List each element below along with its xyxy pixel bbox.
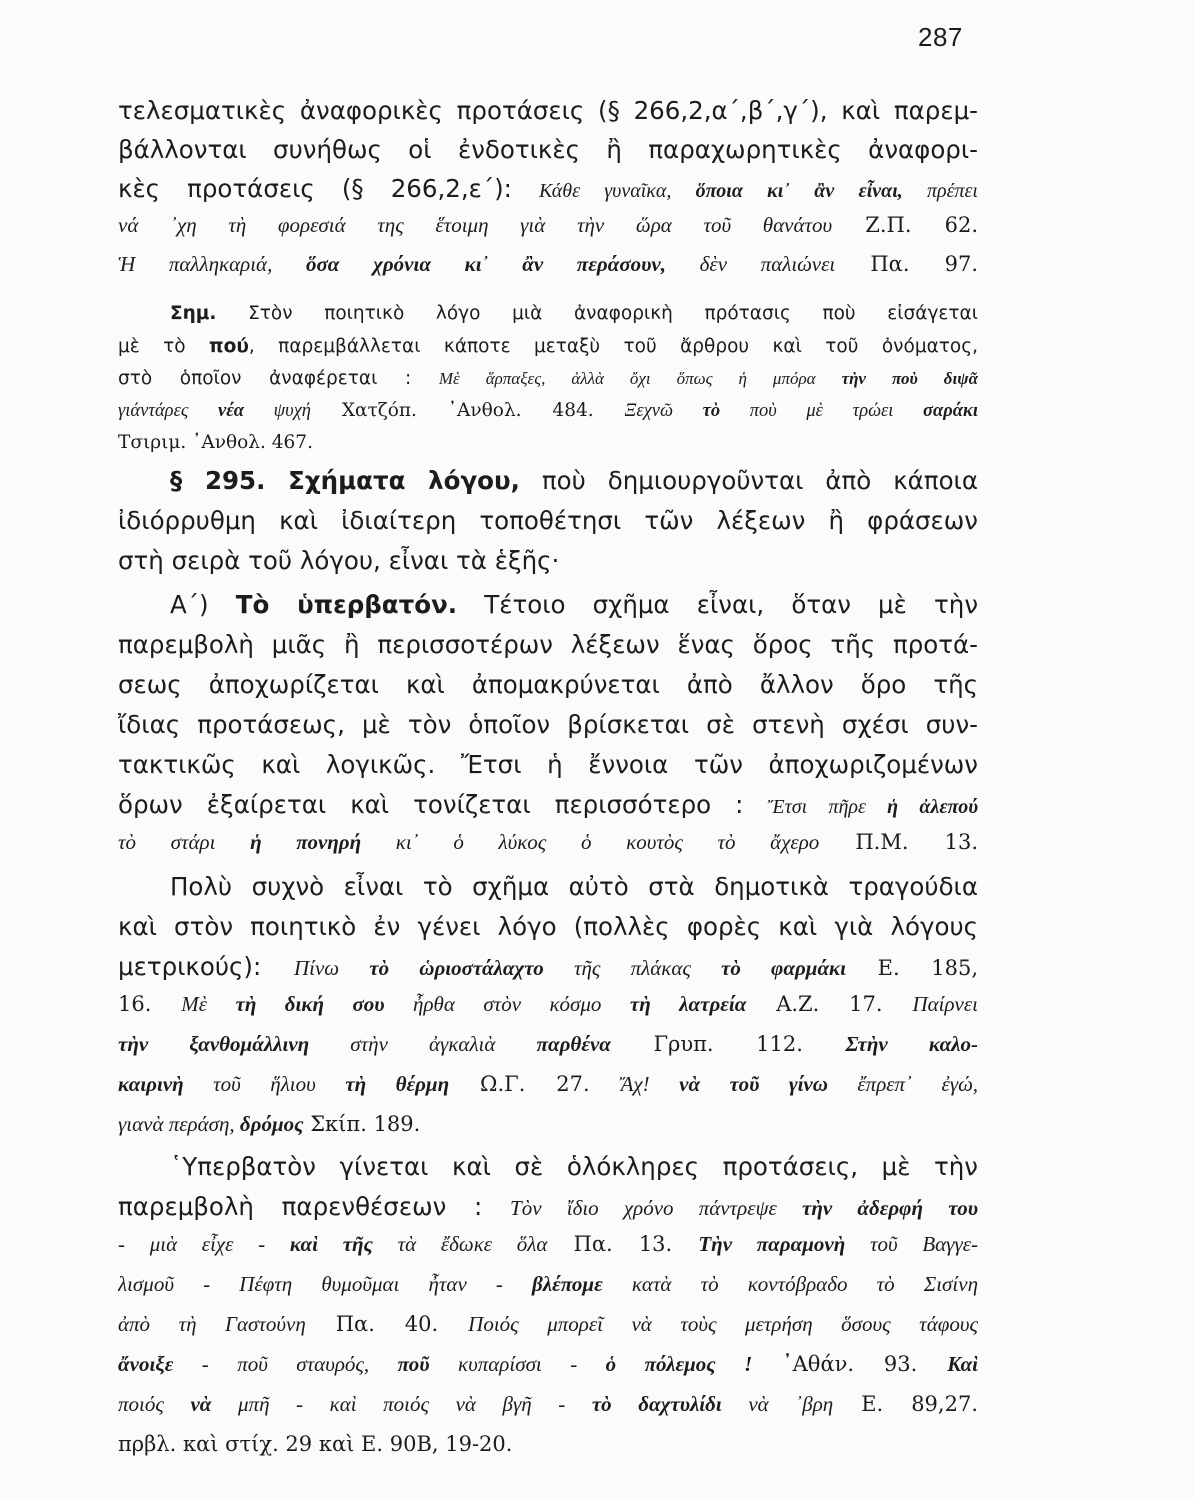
- text-line: ἀπὸ τὴ Γαστούνη Πα. 40. Ποιός μπορεῖ νὰ τοὺς μετρήση ὅσους τάφους: [118, 1312, 978, 1336]
- text-line: τακτικῶς καὶ λογικῶς. Ἔτσι ἡ ἔννοια τῶν ἀποχωριζομένων: [118, 750, 978, 779]
- text-line: ἄνοιξε - ποῦ σταυρός, ποῦ κυπαρίσσι - ὁ πόλεμος ! ᾿Αθάν. 93. Καὶ: [118, 1352, 978, 1376]
- text-line: καιρινὴ τοῦ ἥλιου τὴ θέρμη Ω.Γ. 27. Ἄχ! νὰ τοῦ γίνω ἔπρεπ᾿ ἐγώ,: [118, 1072, 978, 1096]
- text-line: καὶ στὸν ποιητικὸ ἐν γένει λόγο (πολλὲς φορὲς καὶ γιὰ λόγους: [118, 912, 978, 941]
- text-line: κὲς προτάσεις (§ 266,2,ε΄): Κάθε γυναῖκα, ὅποια κι᾿ ἂν εἶναι, πρέπει: [118, 174, 978, 203]
- text-line: σεως ἀποχωρίζεται καὶ ἀπομακρύνεται ἀπὸ ἄλλον ὅρο τῆς: [118, 670, 978, 699]
- text-line: Πολὺ συχνὸ εἶναι τὸ σχῆμα αὐτὸ στὰ δημοτικὰ τραγούδια: [170, 872, 978, 901]
- text-line: τελεσματικὲς ἀναφορικὲς προτάσεις (§ 266,2,α΄,β΄,γ΄), καὶ παρεμ-: [118, 96, 978, 125]
- text-line: ἴδιας προτάσεως, μὲ τὸν ὁποῖον βρίσκεται σὲ στενὴ σχέσι συν-: [118, 710, 978, 739]
- section-heading-line: § 295. Σχήματα λόγου, ποὺ δημιουργοῦνται ἀπὸ κάποια: [170, 466, 978, 495]
- text-line: νά ᾿χη τὴ φορεσιά της ἕτοιμη γιὰ τὴν ὥρα τοῦ θανάτου Ζ.Π. 62.: [118, 213, 978, 237]
- note-line: Τσιριμ. ᾿Ανθολ. 467.: [118, 432, 313, 453]
- text-line: Ἡ παλληκαριά, ὅσα χρόνια κι᾿ ἂν περάσουν, δὲν παλιώνει Πα. 97.: [118, 252, 978, 276]
- text-line: πρβλ. καὶ στίχ. 29 καὶ Ε. 90Β, 19-20.: [118, 1432, 513, 1456]
- text-line: βάλλονται συνήθως οἱ ἐνδοτικὲς ἢ παραχωρητικὲς ἀναφορι-: [118, 135, 978, 164]
- text-line: γιανὰ περάση, δρόμος Σκίπ. 189.: [118, 1112, 421, 1136]
- text-line: λισμοῦ - Πέφτη θυμοῦμαι ἦταν - βλέπομε κατὰ τὸ κοντόβραδο τὸ Σισίνη: [118, 1272, 978, 1296]
- text-line: ὅρων ἐξαίρεται καὶ τονίζεται περισσότερο : Ἔτσι πῆρε ἡ ἀλεπού: [118, 790, 978, 819]
- text-line: τὴν ξανθομάλλινη στὴν ἀγκαλιὰ παρθένα Γρυπ. 112. Στὴν καλο-: [118, 1032, 978, 1056]
- text-line: παρεμβολὴ μιᾶς ἢ περισσοτέρων λέξεων ἕνας ὅρος τῆς προτά-: [118, 630, 978, 659]
- text-line: - μιὰ εἶχε - καὶ τῆς τὰ ἔδωκε ὅλα Πα. 13. Τὴν παραμονὴ τοῦ Βαγγε-: [118, 1232, 978, 1256]
- text-line: 16. Μὲ τὴ δική σου ἦρθα στὸν κόσμο τὴ λατρεία Α.Ζ. 17. Παίρνει: [118, 992, 978, 1016]
- subsection-heading-line: Α΄) Τὸ ὑπερβατόν. Τέτοιο σχῆμα εἶναι, ὅταν μὲ τὴν: [170, 590, 978, 619]
- text-line: ποιός νὰ μπῆ - καὶ ποιός νὰ βγῆ - τὸ δαχτυλίδι νὰ ᾿βρη Ε. 89,27.: [118, 1392, 978, 1416]
- page-number: 287: [918, 22, 963, 52]
- text-line: στὴ σειρὰ τοῦ λόγου, εἶναι τὰ ἑξῆς·: [118, 546, 560, 575]
- text-line: ἰδιόρρυθμη καὶ ἰδιαίτερη τοποθέτησι τῶν λέξεων ἢ φράσεων: [118, 506, 978, 535]
- text-line: παρεμβολὴ παρενθέσεων : Τὸν ἴδιο χρόνο πάντρεψε τὴν ἀδερφή του: [118, 1192, 978, 1221]
- text-line: τὸ στάρι ἡ πονηρή κι᾿ ὁ λύκος ὁ κουτὸς τὸ ἄχερο Π.Μ. 13.: [118, 830, 978, 854]
- text-line: ῾Υπερβατὸν γίνεται καὶ σὲ ὁλόκληρες προτάσεις, μὲ τὴν: [170, 1152, 978, 1181]
- note-line: γιάντάρες νέα ψυχή Χατζόπ. ᾿Ανθολ. 484. Ξεχνῶ τὸ ποὺ μὲ τρώει σαράκι: [118, 400, 978, 421]
- note-line: μὲ τὸ πού, παρεμβάλλεται κάποτε μεταξὺ τοῦ ἄρθρου καὶ τοῦ ὀνόματος,: [118, 336, 978, 357]
- note-line: Σημ. Στὸν ποιητικὸ λόγο μιὰ ἀναφορικὴ πρότασις ποὺ εἰσάγεται: [170, 303, 978, 324]
- note-line: στὸ ὁποῖον ἀναφέρεται : Μὲ ἅρπαξες, ἀλλὰ ὄχι ὅπως ἡ μπόρα τὴν ποὺ διψᾶ: [118, 368, 978, 389]
- text-line: μετρικούς): Πίνω τὸ ὡριοστάλαχτο τῆς πλάκας τὸ φαρμάκι Ε. 185,: [118, 952, 978, 981]
